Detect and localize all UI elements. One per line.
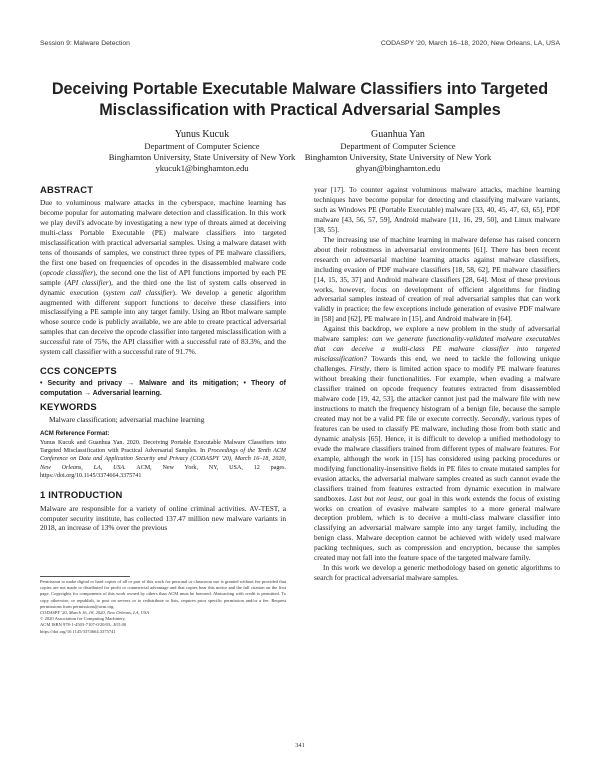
intro-right-paragraph-3: Against this backdrop, we explore a new problem in the study of adversarial malware samples: can we generate functionality-validated malware executables that can deceive a multi-class PE malware classifier into targeted misclassification? Towards this end, we need to tackle the following unique challenges. Firstly, there is limited action space to modify PE malware features without breaking their functionalities. For example, when evading a malware classifier trained on opcode frequency features extracted from disassembled malware code [19, 42, 53], the attacker cannot just pad the malware file with new instructions to match the frequency histogram of a benign file, because the sample created may not be a valid PE file or execute correctly. Secondly, various types of features can be used to classify PE malware, including those from both static and dynamic analysis [65]. Hence, it is difficult to develop a unified methodology to evade the malware classifiers trained from different types of malware features. For example, although the work in [15] has considered using packing procedures or modifying functionality-insensitive fields in PE files to create mutated samples for evasion attacks, the adversarial malware samples created as such cannot evade the classifiers trained from features extracted from dynamic execution in malware sandboxes. Last but not least, our goal in this work extends the focus of existing works on creation of evasive malware samples to a more general malware deception problem, which is to deceive a multi-class malware classifier into classifying an adversarial malware sample into any target family, including the benign class. Malware deception cannot be achieved with widely used malware packing techniques, such as compression and encryption, because the samples created may not fall into the feature space of the targeted malware family. xyxy=(314,324,560,563)
intro-right-paragraph-4: In this work we develop a generic methodology based on genetic algorithms to search for practical adversarial malware samples. xyxy=(314,563,560,583)
author-block-2 xyxy=(298,128,498,175)
author-department: Department of Computer Science xyxy=(340,141,456,151)
author-name: Guanhua Yan xyxy=(371,129,425,140)
footnote-rule xyxy=(40,576,130,577)
running-header-right: CODASPY '20, March 16–18, 2020, New Orleans, LA, USA xyxy=(380,40,560,47)
ccs-concepts: • Security and privacy → Malware and its mitigation; • Theory of computation → Adversarial learning. xyxy=(40,380,286,398)
abstract-heading: ABSTRACT xyxy=(40,184,94,195)
permission-conference: CODASPY '20, March 16–18, 2020, New Orleans, LA, USA xyxy=(40,610,150,616)
ccs-heading: CCS CONCEPTS xyxy=(40,365,117,377)
author-email: ghyan@binghamton.edu xyxy=(355,163,441,174)
abstract-text: Due to voluminous malware attacks in the cyberspace, machine learning has become popular for automating malware detection and classification. In this work we play devil's advocate by investigating a new type of threats aimed at deceiving multi-class Portable Executable (PE) malware classifiers into targeted misclassification with practical adversarial samples. Using a malware dataset with tens of thousands of samples, we construct three types of PE malware classifiers, the first one based on frequencies of opcodes in the disassembled malware code (opcode classifier), the second one the list of API functions imported by each PE sample (API classifier), and the third one the list of system calls observed in dynamic execution (system call classifier). We develop a genetic algorithm augmented with different support functions to deceive these classifiers into misclassifying a PE sample into any target family. Using an Rbot malware sample whose source code is publicly available, we are able to create practical adversarial samples that can deceive the opcode classifier into targeted misclassification with a successful rate of 75%, the API classifier with a successful rate of 83.3%, and the system call classifier with a successful rate of 91.7%. xyxy=(40,198,286,357)
running-header-left: Session 9: Malware Detection xyxy=(40,40,130,47)
introduction-heading: 1 INTRODUCTION xyxy=(40,488,123,500)
reference-format-heading: ACM Reference Format: xyxy=(40,430,110,438)
author-affiliation: Binghamton University, State University of New York xyxy=(304,152,492,163)
author-email: ykucuk1@binghamton.edu xyxy=(155,163,249,174)
intro-right-paragraph-1: year [17]. To counter against voluminous malware attacks, machine learning techniques have become popular for detecting and classifying malware variants, such as Windows PE (Portable Executable) malware [33, 40, 45, 47, 63, 65], PDF malware [43, 56, 57, 59], Android malware [11, 16, 29, 50], and Linux malware [38, 55]. xyxy=(314,185,560,234)
page-number: 341 xyxy=(295,742,305,749)
permission-text: Permission to make digital or hard copies of all or part of this work for personal or classroom use is granted without fee provided that copies are not made or distributed for profit or commercial advantage and that copies bear this notice and the full citation on the first page. Copyrights for components of this work owned by others than ACM must be honored. Abstracting with credit is permitted. To copy otherwise, or republish, to post on servers or to redistribute to lists, requires prior specific permission and/or a fee. Request permissions from permissions@acm.org. xyxy=(40,579,286,609)
permission-isbn: ACM ISBN 978-1-4503-7107-0/20/03...$15.00 xyxy=(40,622,127,628)
permission-copyright: © 2020 Association for Computing Machinery. xyxy=(40,616,126,622)
author-department: Department of Computer Science xyxy=(144,141,260,151)
keywords-heading: KEYWORDS xyxy=(40,401,97,413)
permission-doi: https://doi.org/10.1145/3374664.3375741 xyxy=(40,628,116,634)
permission-block xyxy=(40,579,286,635)
author-block-1 xyxy=(102,128,302,175)
intro-left-paragraph: Malware are responsible for a variety of online criminal activities. AV-TEST, a computer security institute, has collected 137.47 million new malware variants in 2018, an increase of 13% over the previous xyxy=(40,503,286,533)
left-column xyxy=(40,184,286,533)
paper-title: Deceiving Portable Executable Malware Classifiers into Targeted Misclassification with Practical Adversarial Samples xyxy=(51,80,549,119)
reference-format-text: Yunus Kucuk and Guanhua Yan. 2020. Deceiving Portable Executable Malware Classifiers into Targeted Misclassification with Practical Adversarial Samples. In Proceedings of the Tenth ACM Conference on Data and Application Security and Privacy (CODASPY '20), March 16–18, 2020, New Orleans, LA, USA. ACM, New York, NY, USA, 12 pages. https://doi.org/10.1145/3374664.3375741 xyxy=(40,439,286,480)
keywords-text: Malware classification; adversarial machine learning xyxy=(49,415,205,425)
author-name: Yunus Kucuk xyxy=(174,129,230,140)
right-column xyxy=(314,185,560,583)
intro-right-paragraph-2: The increasing use of machine learning in malware defense has raised concern about their robustness in adversarial environments [61]. There has been recent research on adversarial machine learning attacks against malware classifiers, including evasion of PDF malware classifiers [18, 58, 62], PE malware classifiers [14, 15, 35, 37] and Android malware classifiers [28, 64]. Most of these previous works, however, focus on development of efficient algorithms for finding adversarial samples instead of creation of real adversarial samples that can work validly in practice; the few exceptions include generation of evasive PDF malware in [58] and [62], PE malware in [15], and Android malware in [64]. xyxy=(314,234,560,324)
author-affiliation: Binghamton University, State University of New York xyxy=(108,152,296,163)
